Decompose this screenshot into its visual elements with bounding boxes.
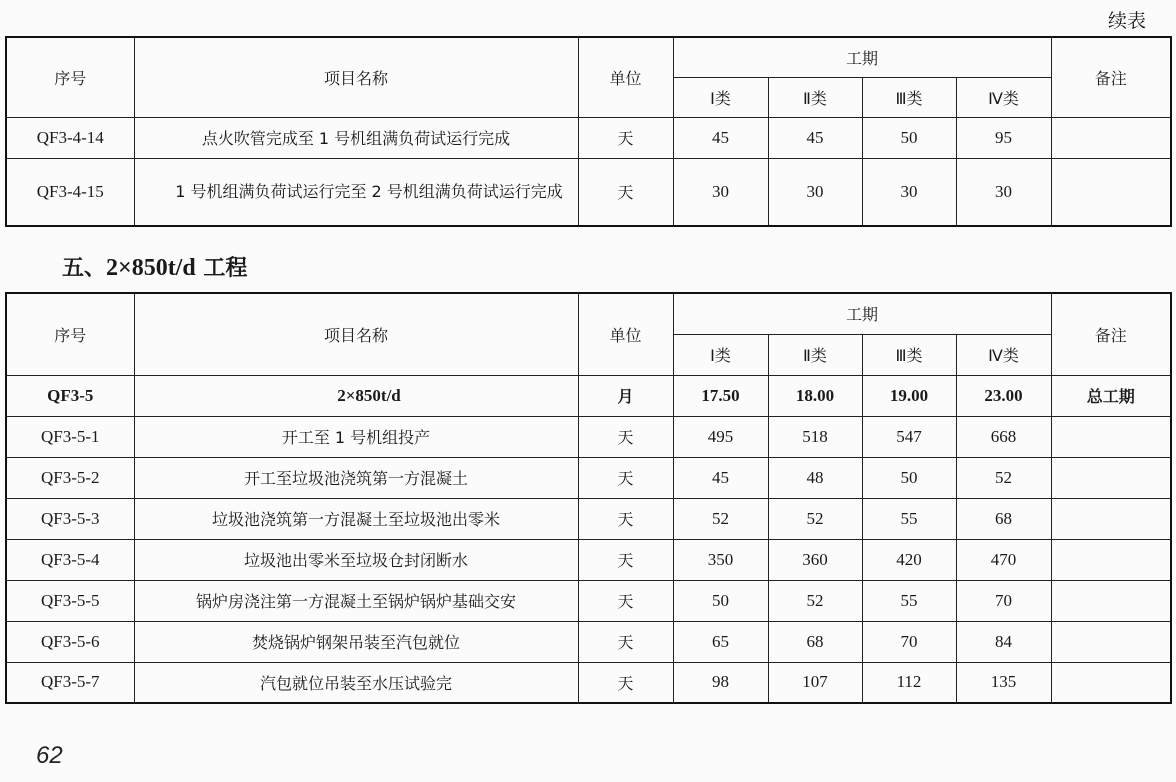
row-class-3: 50 (862, 117, 956, 158)
row-class-3: 547 (862, 416, 956, 457)
row-class-4: 23.00 (956, 375, 1051, 416)
table-row (6, 416, 1171, 457)
row-class-3: 55 (862, 498, 956, 539)
row-unit: 天 (578, 498, 673, 539)
header-class-1: Ⅰ类 (673, 77, 768, 117)
header-name: 项目名称 (134, 293, 578, 375)
row-code: QF3-5-4 (6, 539, 134, 580)
row-note (1051, 662, 1171, 703)
header-class-4: Ⅳ类 (956, 334, 1051, 375)
header-name: 项目名称 (134, 37, 578, 117)
row-class-3: 70 (862, 621, 956, 662)
row-class-3: 55 (862, 580, 956, 621)
row-note (1051, 580, 1171, 621)
row-class-2: 107 (768, 662, 862, 703)
header-class-3: Ⅲ类 (862, 334, 956, 375)
section-scale: 2×850t/d (106, 255, 196, 281)
row-class-1: 45 (673, 117, 768, 158)
row-class-3: 30 (862, 158, 956, 226)
section-prefix: 五、 (62, 256, 107, 281)
row-unit: 天 (578, 539, 673, 580)
row-class-4: 470 (956, 539, 1051, 580)
row-name: 焚烧锅炉钢架吊装至汽包就位 (134, 621, 578, 662)
row-note (1051, 498, 1171, 539)
header-note: 备注 (1051, 293, 1171, 375)
header-unit: 单位 (578, 37, 673, 117)
header-class-2: Ⅱ类 (768, 334, 862, 375)
row-class-1: 30 (673, 158, 768, 226)
header-code: 序号 (6, 293, 134, 375)
row-class-4: 84 (956, 621, 1051, 662)
table-row (6, 158, 1171, 226)
row-class-1: 50 (673, 580, 768, 621)
table-row (6, 498, 1171, 539)
row-class-2: 30 (768, 158, 862, 226)
row-class-2: 52 (768, 498, 862, 539)
row-class-3: 50 (862, 457, 956, 498)
row-note (1051, 416, 1171, 457)
row-class-2: 48 (768, 457, 862, 498)
table-row (6, 621, 1171, 662)
row-class-2: 45 (768, 117, 862, 158)
row-code: QF3-5-1 (6, 416, 134, 457)
row-class-3: 19.00 (862, 375, 956, 416)
row-code: QF3-5-3 (6, 498, 134, 539)
row-unit: 月 (578, 375, 673, 416)
row-class-4: 70 (956, 580, 1051, 621)
row-code: QF3-5-5 (6, 580, 134, 621)
row-class-1: 45 (673, 457, 768, 498)
row-class-1: 350 (673, 539, 768, 580)
row-code: QF3-4-14 (6, 117, 134, 158)
row-name: 点火吹管完成至 1 号机组满负荷试运行完成 (134, 117, 578, 158)
row-note (1051, 539, 1171, 580)
row-class-1: 17.50 (673, 375, 768, 416)
row-name: 垃圾池浇筑第一方混凝土至垃圾池出零米 (134, 498, 578, 539)
row-unit: 天 (578, 158, 673, 226)
row-class-1: 98 (673, 662, 768, 703)
row-name: 锅炉房浇注第一方混凝土至锅炉锅炉基础交安 (134, 580, 578, 621)
header-code: 序号 (6, 37, 134, 117)
row-note (1051, 117, 1171, 158)
row-name: 1 号机组满负荷试运行完至 2 号机组满负荷试运行完成 (134, 158, 578, 226)
table-row (6, 457, 1171, 498)
row-code: QF3-5-2 (6, 457, 134, 498)
row-class-1: 495 (673, 416, 768, 457)
row-note (1051, 457, 1171, 498)
row-class-2: 518 (768, 416, 862, 457)
table-row-total (6, 375, 1171, 416)
section-suffix: 工程 (195, 256, 248, 281)
row-name: 汽包就位吊装至水压试验完 (134, 662, 578, 703)
row-unit: 天 (578, 416, 673, 457)
row-unit: 天 (578, 580, 673, 621)
row-class-1: 65 (673, 621, 768, 662)
row-name: 垃圾池出零米至垃圾仓封闭断水 (134, 539, 578, 580)
row-code: QF3-5-7 (6, 662, 134, 703)
row-name: 2×850t/d (134, 375, 578, 416)
table-row (6, 662, 1171, 703)
schedule-table-850 (5, 292, 1172, 704)
row-name: 开工至垃圾池浇筑第一方混凝土 (134, 457, 578, 498)
row-class-2: 360 (768, 539, 862, 580)
row-class-1: 52 (673, 498, 768, 539)
section-title (62, 251, 247, 282)
row-note (1051, 621, 1171, 662)
header-note: 备注 (1051, 37, 1171, 117)
continued-table-label: 续表 (1107, 10, 1146, 32)
row-class-4: 135 (956, 662, 1051, 703)
header-period: 工期 (673, 37, 1051, 77)
row-unit: 天 (578, 457, 673, 498)
schedule-table-continued (5, 36, 1172, 227)
row-class-3: 112 (862, 662, 956, 703)
header-period: 工期 (673, 293, 1051, 334)
row-unit: 天 (578, 117, 673, 158)
row-code: QF3-5-6 (6, 621, 134, 662)
row-class-4: 52 (956, 457, 1051, 498)
row-name: 开工至 1 号机组投产 (134, 416, 578, 457)
header-class-3: Ⅲ类 (862, 77, 956, 117)
row-unit: 天 (578, 662, 673, 703)
row-class-2: 68 (768, 621, 862, 662)
row-class-3: 420 (862, 539, 956, 580)
row-code: QF3-4-15 (6, 158, 134, 226)
row-note: 总工期 (1051, 375, 1171, 416)
row-class-2: 18.00 (768, 375, 862, 416)
row-class-4: 68 (956, 498, 1051, 539)
row-class-2: 52 (768, 580, 862, 621)
row-code: QF3-5 (6, 375, 134, 416)
header-class-1: Ⅰ类 (673, 334, 768, 375)
table-row (6, 117, 1171, 158)
row-class-4: 95 (956, 117, 1051, 158)
header-class-2: Ⅱ类 (768, 77, 862, 117)
header-unit: 单位 (578, 293, 673, 375)
table-row (6, 539, 1171, 580)
row-class-4: 30 (956, 158, 1051, 226)
row-unit: 天 (578, 621, 673, 662)
row-note (1051, 158, 1171, 226)
header-class-4: Ⅳ类 (956, 77, 1051, 117)
table-row (6, 580, 1171, 621)
row-class-4: 668 (956, 416, 1051, 457)
page-number: 62 (36, 742, 63, 769)
